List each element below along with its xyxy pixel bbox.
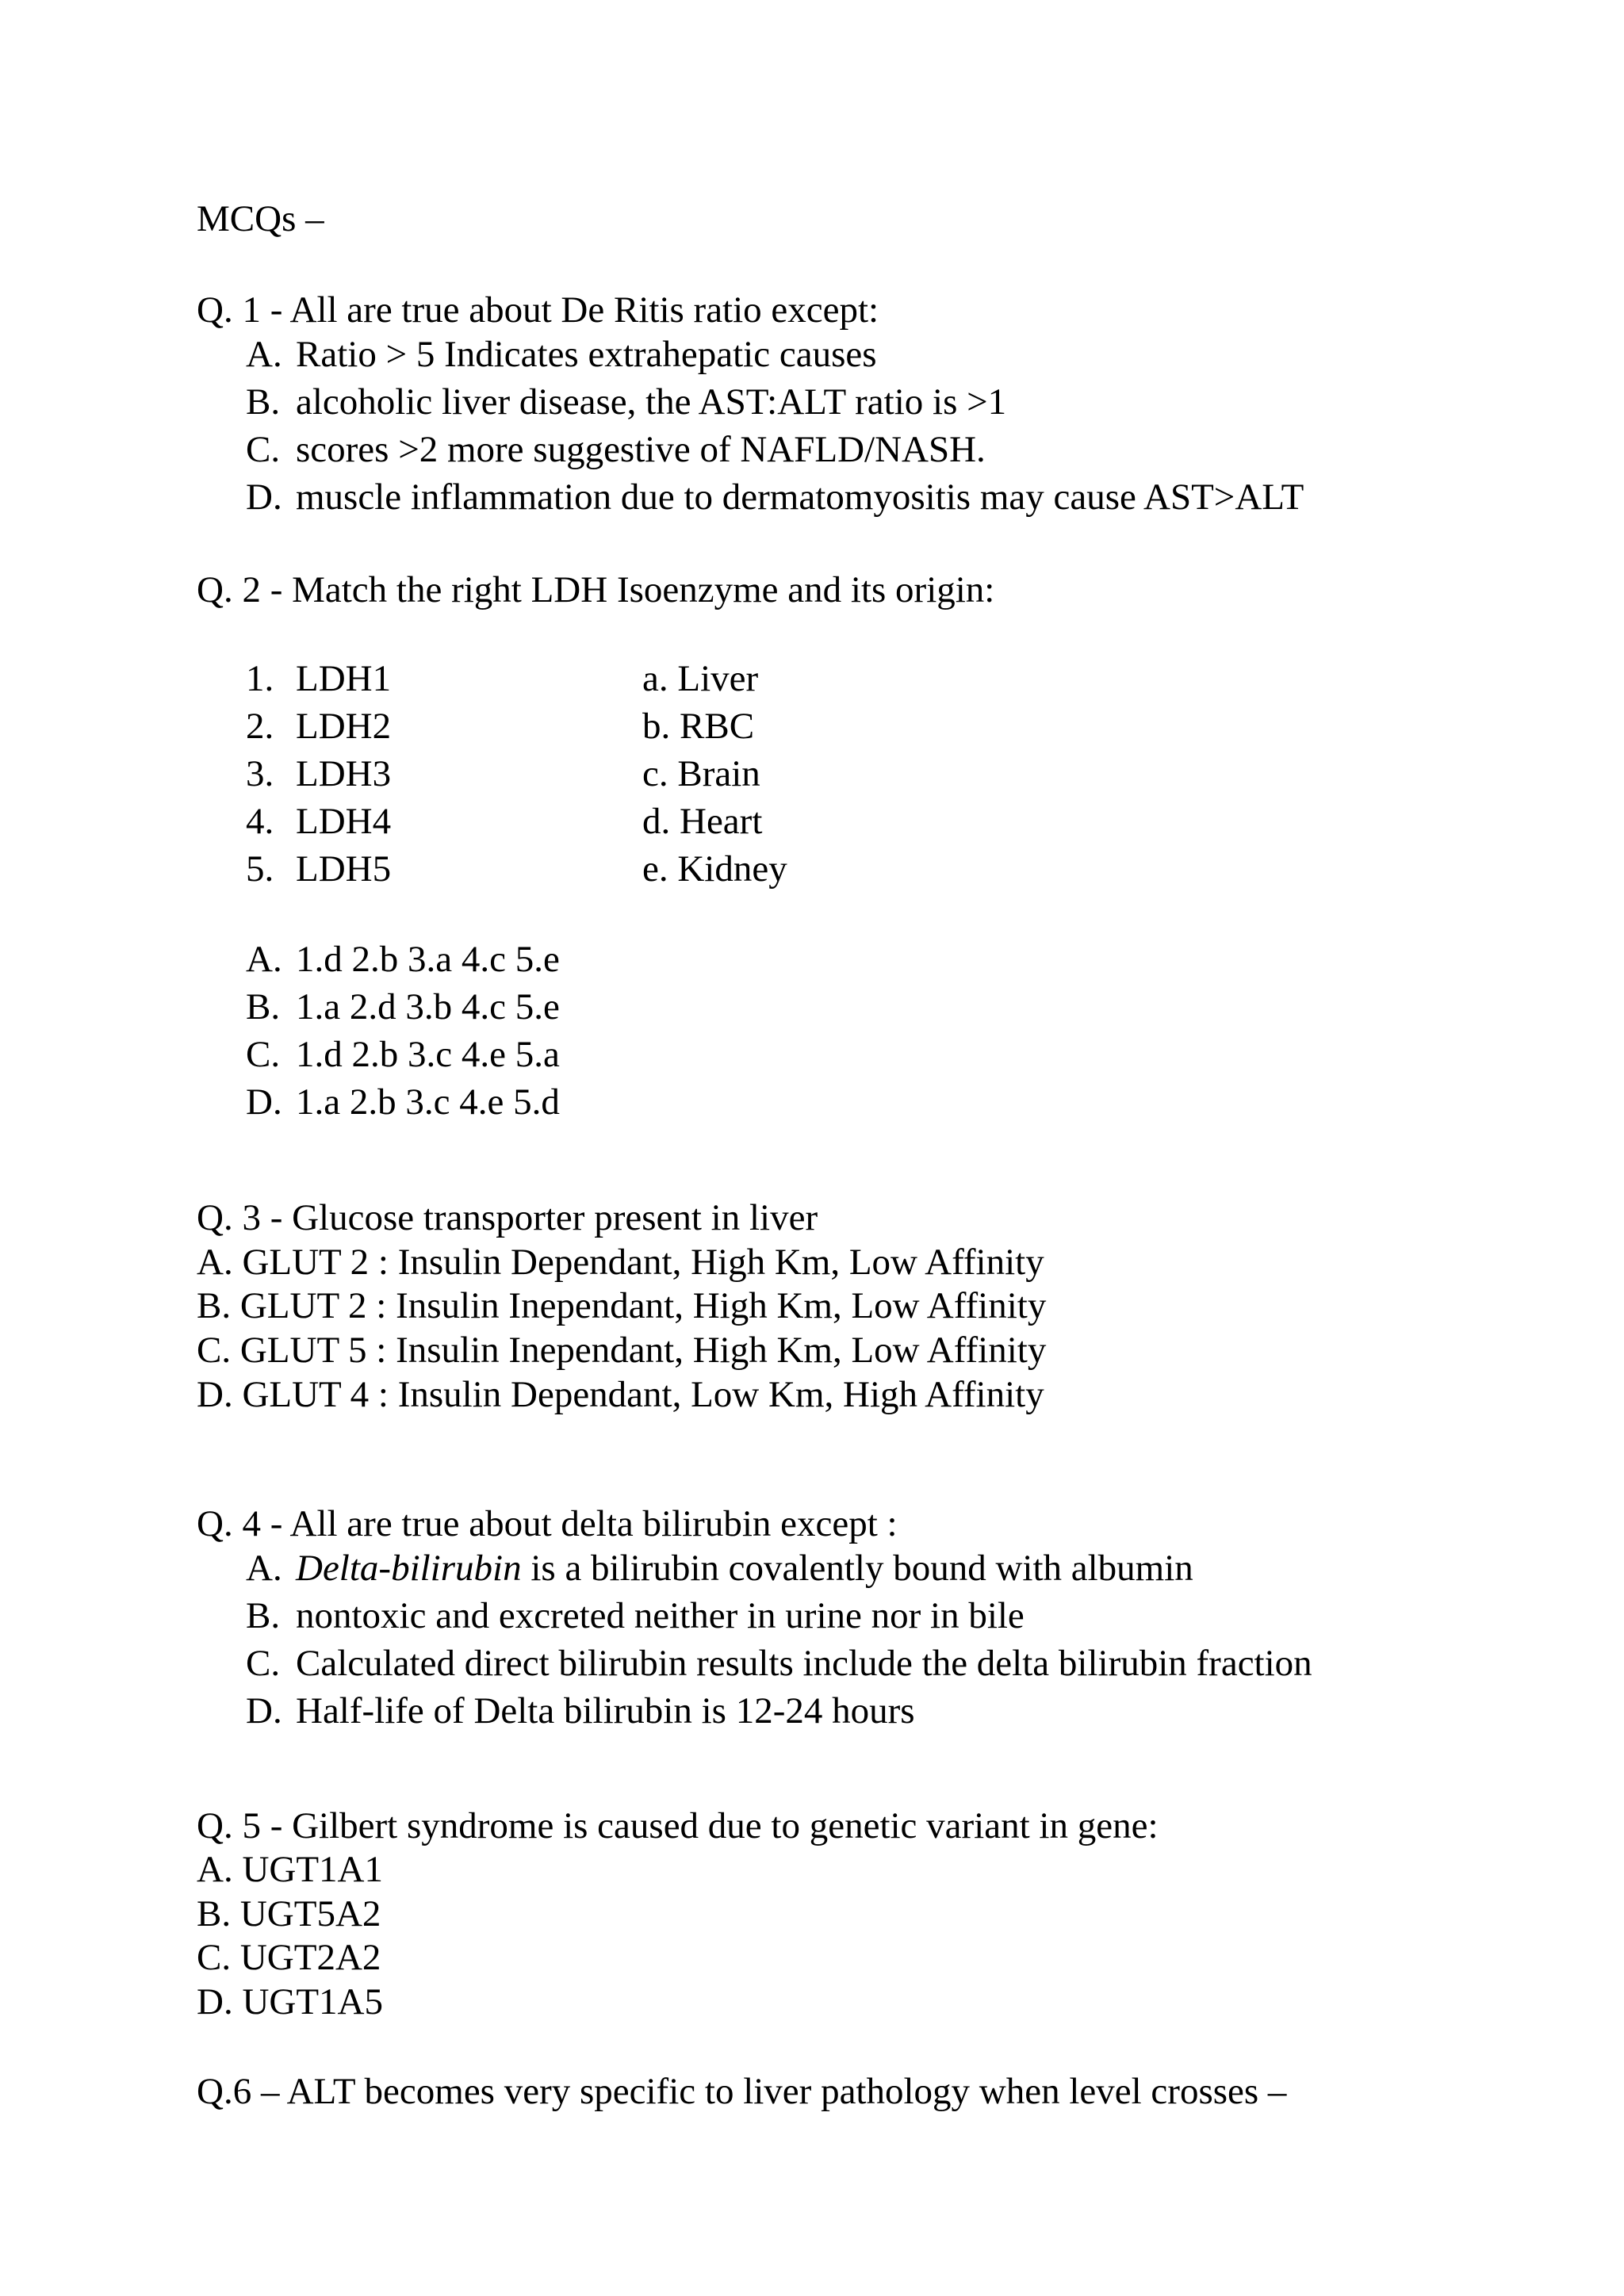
q1-option-b-text: alcoholic liver disease, the AST:ALT ratio is >1 (296, 381, 1007, 423)
q4-option-d-text: Half-life of Delta bilirubin is 12-24 hours (296, 1690, 915, 1732)
ldh-number: 3. (246, 753, 274, 794)
q4-option-a-letter: A. (246, 1548, 282, 1589)
q2-option-d-text: 1.a 2.b 3.c 4.e 5.d (296, 1081, 560, 1123)
ldh-isoenzyme: LDH4 (296, 801, 392, 842)
q1-option-b-letter: B. (246, 381, 281, 423)
ldh-origin: b. RBC (642, 706, 755, 747)
q3-option-d: D. GLUT 4 : Insulin Dependant, Low Km, High Affinity (197, 1374, 1044, 1415)
q4-option-d-letter: D. (246, 1690, 282, 1732)
q5-option-a: A. UGT1A1 (197, 1849, 383, 1890)
q4-option-c-letter: C. (246, 1643, 281, 1684)
ldh-number: 2. (246, 706, 274, 747)
page-heading: MCQs – (197, 198, 324, 239)
ldh-isoenzyme: LDH5 (296, 848, 392, 890)
question-5: Q. 5 - Gilbert syndrome is caused due to genetic variant in gene: (197, 1805, 1159, 1846)
ldh-origin: d. Heart (642, 801, 763, 842)
q4-option-b-letter: B. (246, 1595, 281, 1636)
ldh-origin: a. Liver (642, 658, 759, 699)
ldh-number: 4. (246, 801, 274, 842)
ldh-isoenzyme: LDH3 (296, 753, 392, 794)
q2-option-a-text: 1.d 2.b 3.a 4.c 5.e (296, 939, 560, 980)
q2-option-a-letter: A. (246, 939, 282, 980)
q1-option-d-text: muscle inflammation due to dermatomyositis may cause AST>ALT (296, 476, 1304, 518)
q2-option-b-letter: B. (246, 986, 281, 1027)
q2-option-c-letter: C. (246, 1034, 281, 1075)
q1-option-a-text: Ratio > 5 Indicates extrahepatic causes (296, 334, 877, 375)
q2-option-c-text: 1.d 2.b 3.c 4.e 5.a (296, 1034, 560, 1075)
ldh-isoenzyme: LDH1 (296, 658, 392, 699)
question-2: Q. 2 - Match the right LDH Isoenzyme and its origin: (197, 569, 995, 610)
question-1: Q. 1 - All are true about De Ritis ratio except: (197, 289, 879, 331)
q1-option-c-text: scores >2 more suggestive of NAFLD/NASH. (296, 429, 986, 470)
q3-option-c: C. GLUT 5 : Insulin Inependant, High Km, Low Affinity (197, 1330, 1047, 1371)
question-3: Q. 3 - Glucose transporter present in liver (197, 1197, 818, 1238)
ldh-number: 1. (246, 658, 274, 699)
q4-option-a-rest: is a bilirubin covalently bound with albumin (521, 1548, 1193, 1589)
q4-option-a-italic-term: Delta-bilirubin (296, 1548, 522, 1589)
ldh-origin: e. Kidney (642, 848, 787, 890)
q4-option-a-text (296, 1550, 1193, 1587)
q4-option-b-text: nontoxic and excreted neither in urine nor in bile (296, 1595, 1025, 1636)
q3-option-b: B. GLUT 2 : Insulin Inependant, High Km, Low Affinity (197, 1285, 1047, 1326)
ldh-number: 5. (246, 848, 274, 890)
q1-option-d-letter: D. (246, 476, 282, 518)
q1-option-a-letter: A. (246, 334, 282, 375)
q5-option-d: D. UGT1A5 (197, 1981, 383, 2022)
ldh-origin: c. Brain (642, 753, 760, 794)
question-6: Q.6 – ALT becomes very specific to liver pathology when level crosses – (197, 2071, 1287, 2112)
q5-option-b: B. UGT5A2 (197, 1893, 381, 1934)
q1-option-c-letter: C. (246, 429, 281, 470)
q3-option-a: A. GLUT 2 : Insulin Dependant, High Km, Low Affinity (197, 1242, 1044, 1283)
ldh-isoenzyme: LDH2 (296, 706, 392, 747)
q5-option-c: C. UGT2A2 (197, 1937, 381, 1978)
q2-option-b-text: 1.a 2.d 3.b 4.c 5.e (296, 986, 560, 1027)
question-4: Q. 4 - All are true about delta bilirubin except : (197, 1503, 898, 1544)
q4-option-c-text: Calculated direct bilirubin results include the delta bilirubin fraction (296, 1643, 1312, 1684)
q2-option-d-letter: D. (246, 1081, 282, 1123)
